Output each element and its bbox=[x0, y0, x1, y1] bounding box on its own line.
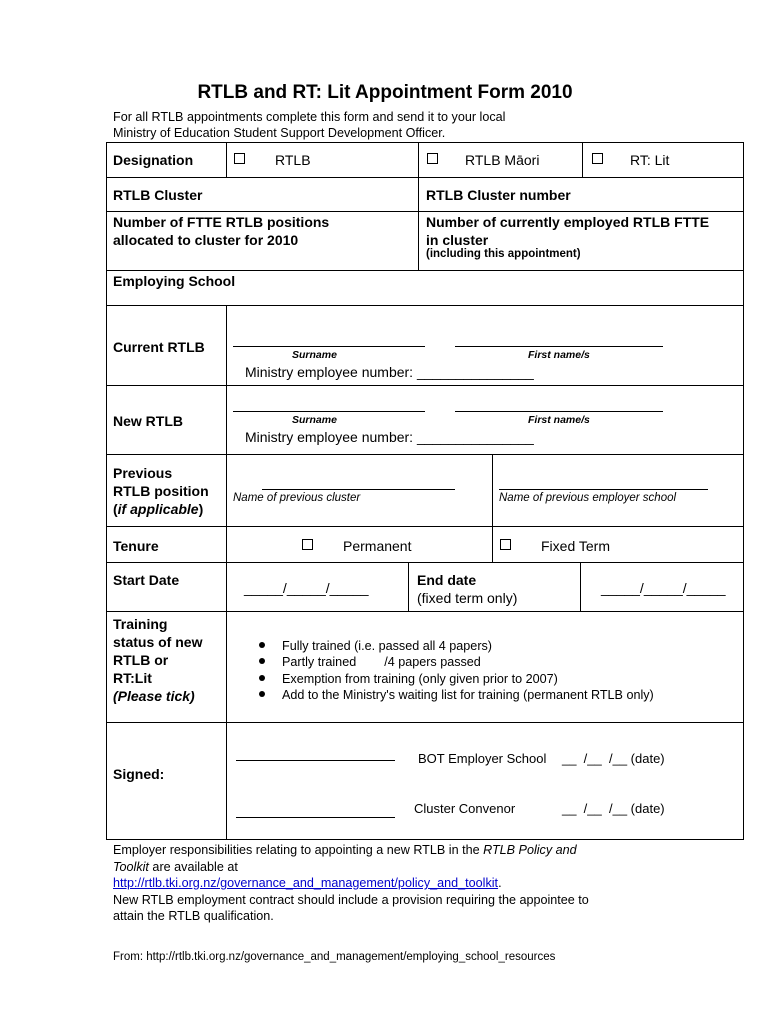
training-option-fully-trained[interactable]: Fully trained (i.e. passed all 4 papers) bbox=[282, 639, 492, 653]
current-employee-number: Ministry employee number: _______________ bbox=[245, 364, 534, 380]
training-option-waiting-list[interactable]: Add to the Ministry's waiting list for training (permanent RTLB only) bbox=[282, 688, 654, 702]
employer-responsibilities-text bbox=[113, 842, 589, 925]
resp-line bbox=[113, 842, 589, 859]
bullet-icon bbox=[259, 691, 265, 697]
end-date-field[interactable]: _____/_____/_____ bbox=[601, 580, 726, 596]
end-date-label: End date bbox=[417, 572, 477, 588]
training-label-line: status of new bbox=[113, 634, 203, 650]
previous-cluster-caption: Name of previous cluster bbox=[233, 492, 361, 504]
checkbox-rtlb[interactable] bbox=[234, 153, 245, 164]
employed-fte-note: (including this appointment) bbox=[426, 248, 581, 260]
current-rtlb-label: Current RTLB bbox=[113, 339, 205, 355]
resp-line bbox=[113, 875, 589, 892]
bot-employer-label: BOT Employer School bbox=[418, 751, 547, 766]
designation-label: Designation bbox=[113, 152, 194, 168]
permanent-label: Permanent bbox=[343, 538, 412, 554]
training-label-line: RT:Lit bbox=[113, 670, 152, 686]
current-surname-line[interactable] bbox=[233, 346, 425, 347]
please-tick-text: (Please tick) bbox=[113, 688, 195, 704]
contract-line: New RTLB employment contract should include a provision requiring the appointee to bbox=[113, 892, 589, 907]
tenure-label: Tenure bbox=[113, 538, 159, 554]
fte-positions-label bbox=[113, 213, 329, 249]
training-option-exemption[interactable]: Exemption from training (only given prior to 2007) bbox=[282, 672, 558, 686]
employed-fte-line: Number of currently employed RTLB FTTE bbox=[426, 214, 710, 230]
new-surname-line[interactable] bbox=[233, 411, 425, 412]
checkbox-rtlb-maori[interactable] bbox=[427, 153, 438, 164]
convenor-date-field[interactable]: __ /__ /__ (date) bbox=[562, 801, 665, 816]
previous-label-line bbox=[113, 500, 209, 518]
paren-close: ) bbox=[198, 501, 204, 517]
paren-open: ( bbox=[113, 501, 118, 517]
rtlb-cluster-number-label: RTLB Cluster number bbox=[426, 187, 571, 203]
policy-toolkit-link[interactable]: http://rtlb.tki.org.nz/governance_and_management/policy_and_toolkit bbox=[113, 876, 499, 890]
fte-positions-line: allocated to cluster for 2010 bbox=[113, 232, 299, 248]
training-label-line: Training bbox=[113, 616, 168, 632]
intro-line: Ministry of Education Student Support Development Officer. bbox=[113, 126, 446, 140]
option-rtlb-maori-label: RTLB Māori bbox=[465, 152, 540, 168]
resp-text: Employer responsibilities relating to appointing a new RTLB in the bbox=[113, 843, 484, 857]
bot-signature-line[interactable] bbox=[236, 760, 395, 761]
bullet-icon bbox=[259, 642, 265, 648]
signed-label: Signed: bbox=[113, 766, 165, 782]
checkbox-rt-lit[interactable] bbox=[592, 153, 603, 164]
resp-text: are available at bbox=[148, 859, 238, 874]
new-employee-number: Ministry employee number: _______________ bbox=[245, 429, 534, 445]
bullet-icon bbox=[259, 658, 265, 664]
policy-toolkit-title: RTLB Policy and bbox=[483, 843, 577, 857]
start-date-label: Start Date bbox=[113, 572, 180, 588]
previous-school-caption: Name of previous employer school bbox=[499, 492, 677, 504]
new-surname-caption: Surname bbox=[292, 414, 337, 426]
intro-line: For all RTLB appointments complete this form and send it to your local bbox=[113, 110, 506, 124]
intro-text bbox=[113, 109, 505, 141]
current-firstname-line[interactable] bbox=[455, 346, 663, 347]
fixed-term-label: Fixed Term bbox=[541, 538, 610, 554]
cluster-convenor-label: Cluster Convenor bbox=[414, 801, 516, 816]
checkbox-fixed-term[interactable] bbox=[500, 539, 511, 550]
previous-position-label bbox=[113, 464, 209, 518]
if-applicable-text: if applicable bbox=[117, 501, 199, 517]
employed-fte-label bbox=[426, 213, 709, 249]
checkbox-permanent[interactable] bbox=[302, 539, 313, 550]
employed-fte-line: in cluster bbox=[426, 232, 489, 248]
bot-date-field[interactable]: __ /__ /__ (date) bbox=[562, 751, 665, 766]
contract-line: attain the RTLB qualification. bbox=[113, 909, 274, 923]
toolkit-title: Toolkit bbox=[113, 859, 149, 874]
resp-line bbox=[113, 859, 589, 876]
new-rtlb-label: New RTLB bbox=[113, 413, 183, 429]
new-firstname-caption: First name/s bbox=[528, 414, 590, 426]
previous-label-line: RTLB position bbox=[113, 483, 209, 499]
previous-label-line: Previous bbox=[113, 465, 173, 481]
new-firstname-line[interactable] bbox=[455, 411, 663, 412]
option-rtlb-label: RTLB bbox=[275, 152, 311, 168]
current-surname-caption: Surname bbox=[292, 349, 337, 361]
previous-school-line[interactable] bbox=[499, 489, 708, 490]
page-title: RTLB and RT: Lit Appointment Form 2010 bbox=[197, 82, 573, 103]
link-period: . bbox=[498, 876, 502, 890]
end-date-note: (fixed term only) bbox=[417, 590, 518, 606]
rtlb-cluster-label: RTLB Cluster bbox=[113, 187, 203, 203]
training-status-label bbox=[113, 615, 202, 705]
training-option-partly-trained[interactable]: Partly trained /4 papers passed bbox=[282, 655, 481, 669]
training-label-line: RTLB or bbox=[113, 652, 169, 668]
source-text: From: http://rtlb.tki.org.nz/governance_and_management/employing_school_resources bbox=[113, 951, 556, 963]
bullet-icon bbox=[259, 675, 265, 681]
convenor-signature-line[interactable] bbox=[236, 817, 395, 818]
fte-positions-line: Number of FTTE RTLB positions bbox=[113, 214, 330, 230]
start-date-field[interactable]: _____/_____/_____ bbox=[244, 580, 369, 596]
option-rt-lit-label: RT: Lit bbox=[630, 152, 670, 168]
employing-school-label: Employing School bbox=[113, 273, 236, 289]
current-firstname-caption: First name/s bbox=[528, 349, 590, 361]
previous-cluster-line[interactable] bbox=[262, 489, 455, 490]
